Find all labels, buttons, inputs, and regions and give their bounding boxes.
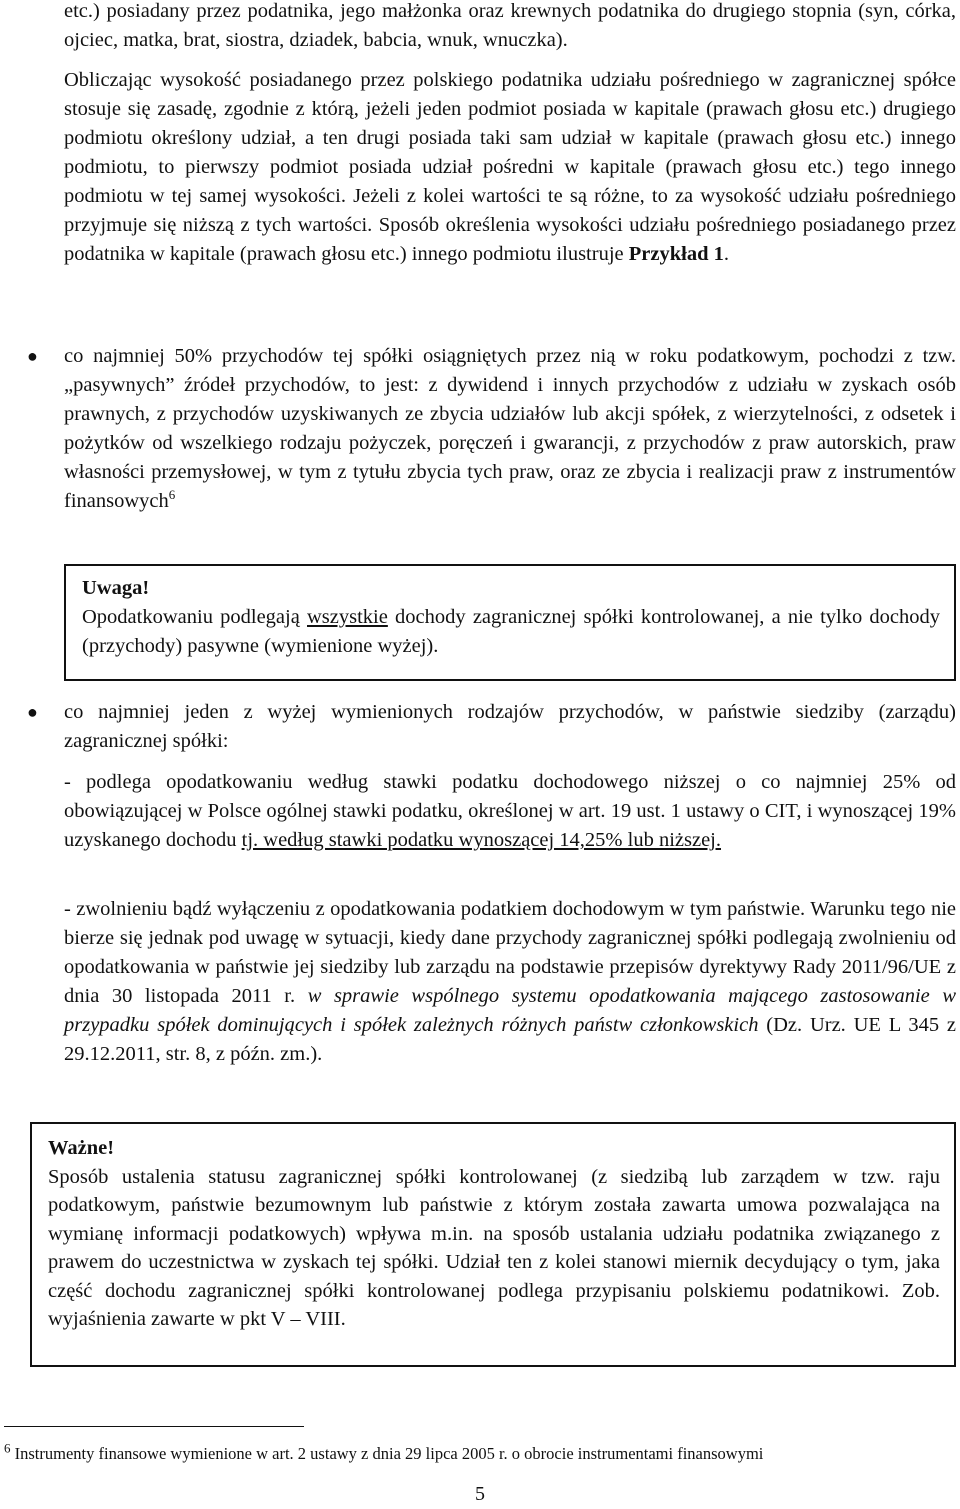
bullet-icon: ● — [27, 346, 38, 366]
footnote-divider — [4, 1426, 304, 1427]
bullet-item-pasywne — [64, 342, 956, 516]
dash-item-zwolnienie: - zwolnieniu bądź wyłączeniu z opodatkowania podatkiem dochodowym w tym państwie. Warunku tego nie bierze się jednak pod uwagę w sytuacji, kiedy dane przychody zagranicznej spółki podlegają zwolnieniu od opodatkowania w państwie jej siedziby lub zarządu na podstawie przepisów dyrektywy Rady 2011/96/UE z dnia 30 listopada 2011 r. w sprawie wspólnego systemu opodatkowania mającego zastosowanie w przypadku spółek dominujących i spółek zależnych różnych państw członkowskich (Dz. Urz. UE L 345 z 29.12.2011, str. 8, z późn. zm.). — [64, 898, 956, 1065]
bullet-item-pasywne-text: co najmniej 50% przychodów tej spółki osiągniętych przez nią w roku podatkowym, pochodzi z tzw. „pasywnych” źródeł przychodów, to jest: z dywidend i innych przychodów z udziału w zyskach osób prawnych, z przychodów uzyskiwanych ze zbycia udziałów lub akcji spółek, z wierzytelności, z odsetek i pożytków od wszelkiego rodzaju pożyczek, poręczeń i gwarancji, z przychodów z praw autorskich, praw własności przemysłowej, w tym z tytułu zbycia tych praw, oraz ze zbycia i realizacji praw z instrumentów finansowych — [64, 345, 956, 512]
page-number: 5 — [475, 1483, 485, 1505]
uwaga-text: Opodatkowaniu podlegają wszystkie dochody zagranicznej spółki kontrolowanej, a nie tylko dochody (przychody) pasywne (wymienione wyżej). — [82, 606, 940, 657]
przyklad-ref: Przykład 1 — [628, 243, 724, 265]
paragraph-top: etc.) posiadany przez podatnika, jego małżonka oraz krewnych podatnika do drugiego stopnia (syn, córka, ojciec, matka, brat, siostra, dziadek, babcia, wnuk, wnuczka). — [64, 0, 956, 51]
bullet-item-siedziba: co najmniej jeden z wyżej wymienionych rodzajów przychodów, w państwie siedziby (zarządu) zagranicznej spółki: — [64, 701, 956, 752]
wazne-box — [30, 1122, 956, 1367]
uwaga-title: Uwaga! — [82, 577, 150, 599]
wazne-title: Ważne! — [48, 1137, 115, 1159]
footnote-text: Instrumenty finansowe wymienione w art. 2 ustawy z dnia 29 lipca 2005 r. o obrocie instrumentami finansowymi — [10, 1444, 764, 1463]
uwaga-box — [64, 564, 956, 681]
dash-item-stawka-underlined: tj. według stawki podatku wynoszącej 14,25% lub niższej. — [241, 829, 721, 851]
dash-item-zwolnienie-italic: w sprawie wspólnego systemu opodatkowania mającego zastosowanie w przypadku spółek dominujących i spółek zależnych różnych państw członkowskich — [64, 985, 956, 1036]
wazne-text: Sposób ustalenia statusu zagranicznej spółki kontrolowanej (z siedzibą lub zarządem w tzw. raju podatkowym, państwie bezumownym lub państwie z którym została zawarta umowa pozwalająca na wymianę informacji podatkowych) wpływa m.in. na sposób ustalania udziału podatnika związanego z prawem do uczestnictwa w zyskach tej spółki. Udział ten z kolei stanowi miernik decydujący o tym, jaka część dochodu zagranicznej spółki kontrolowanej podlega przypisaniu polskiemu podatnikowi. Zob. wyjaśnienia zawarte w pkt V – VIII. — [48, 1165, 940, 1330]
dash-item-stawka: - podlega opodatkowaniu według stawki podatku dochodowego niższej o co najmniej 25% od obowiązującej w Polsce ogólnej stawki podatku, określonej w art. 19 ust. 1 ustawy o CIT, i wynoszącej 19% uzyskanego dochodu tj. według stawki podatku wynoszącej 14,25% lub niższej. — [64, 771, 956, 851]
footnote — [4, 1442, 904, 1466]
paragraph-obliczajac — [64, 66, 956, 269]
footnote-number: 6 — [4, 1440, 11, 1456]
paragraph-obliczajac-end: . — [723, 243, 729, 265]
paragraph-obliczajac-text: Obliczając wysokość posiadanego przez polskiego podatnika udziału pośredniego w zagranicznej spółce stosuje się zasadę, zgodnie z którą, jeżeli jeden podmiot posiada w kapitale (prawach głosu etc.) drugiego podmiotu określony udział, a ten drugi posiada taki sam udział w kapitale (prawach głosu etc.) innego podmiotu, to pierwszy podmiot posiada udział pośredni w kapitale (prawach głosu etc.) tego innego podmiotu w tej samej wysokości. Jeżeli z kolei wartości te są różne, to za wysokość udziału pośredniego przyjmuje się niższą z tych wartości. Sposób określenia wysokości udziału pośredniego posiadanego przez podatnika w kapitale (prawach głosu etc.) innego podmiotu ilustruje — [64, 69, 956, 265]
uwaga-underlined: wszystkie — [307, 606, 388, 628]
bullet-icon: ● — [27, 702, 38, 722]
footnote-ref: 6 — [168, 487, 176, 503]
